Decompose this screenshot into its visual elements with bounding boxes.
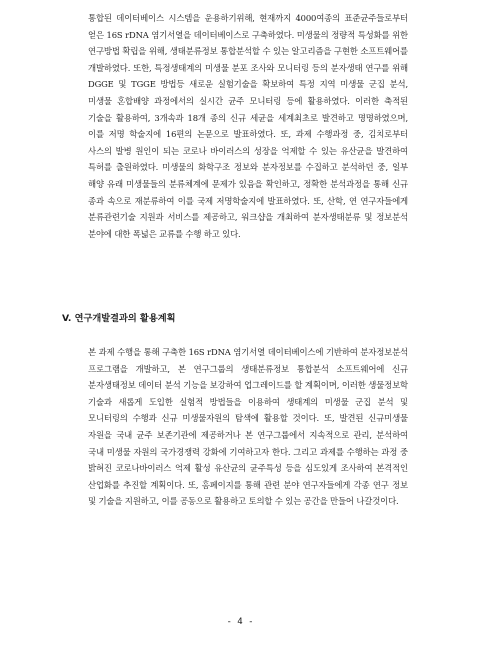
page-number: - 4 - — [226, 617, 254, 627]
body-paragraph-plan: 본 과제 수행을 통해 구축한 16S rDNA 염기서열 데이터베이스에 기반하여 분자정보분석 프로그램을 개발하고, 본 연구그룹의 생태분류정보 통합분석 소프트웨어에 신규 분자생태정보 데이터 분석 기능을 보강하여 업그레이드를 할 계획이며, 이러한 생물정보학 기술과 새롭게 도입한 실험적 방법들을 이용하여 생태계의 미생물 군집 분석 및 모니터링의 수행과 신규 미생물자원의 탐색에 활용할 것이다. 또, 발견된 신규미생물 자원을 국내 균주 보존기관에 제공하거나 본 연구그룹에서 지속적으로 관리, 분석하여 국내 미생물 자원의 국가경쟁력 강화에 기여하고자 한다. 그리고 과제를 수행하는 과정 중 밝혀진 코로나바이러스 억제 활성 유산균의 균주특성 등을 심도있게 조사하여 본격적인 산업화를 추진할 계획이다. 또, 홈페이지를 통해 관련 분야 연구자들에게 각종 연구 정보 및 기술을 지원하고, 이를 공동으로 활용하고 토의할 수 있는 공간을 만들어 나갈것이다. — [88, 347, 408, 507]
section-heading: V. 연구개발결과의 활용계획 — [62, 313, 176, 324]
body-paragraph-results: 통합된 데이터베이스 시스템을 운용하기위해, 현재까지 4000여종의 표준균주들로부터 얻은 16S rDNA 염기서열을 데이터베이스로 구축하였다. 미생물의 정량적 특성화를 위한 연구방법 확립을 위해, 생태분류정보 통합분석할 수 있는 알고리즘을 구현한 소프트웨어를 개발하였다. 또한, 특정생태계의 미생물 분포 조사와 모니터링 등의 분자생태 연구를 위해 DGGE 및 TGGE 방법등 새로운 실험기술을 확보하여 특정 지역 미생물 군집 분석, 미생물 혼합배양 과정에서의 실시간 균주 모니터링 등에 활용하였다. 이러한 축적된 기술을 활용하여, 3개속과 18개 종의 신규 세균을 세계최초로 발견하고 명명하였으며, 이를 저명 학술지에 16편의 논문으로 발표하였다. 또, 과제 수행과정 중, 김치로부터 사스의 발병 원인이 되는 코로나 바이러스의 성장을 억제할 수 있는 유산균을 발견하여 특허를 출원하였다. 미생물의 화학구조 정보와 분자정보를 수집하고 분석하던 중, 일부 해양 유래 미생물들의 분류체계에 문제가 있음을 확인하고, 정확한 분석과정을 통해 신규 종과 속으로 재분류하여 이를 국제 저명학술지에 발표하였다. 또, 산학, 연 연구자들에게 분류관련기술 지원과 서비스를 제공하고, 워크샵을 개최하여 분자생태분류 및 정보분석 분야에 대한 폭넓은 교류를 수행 하고 있다. — [88, 13, 408, 239]
